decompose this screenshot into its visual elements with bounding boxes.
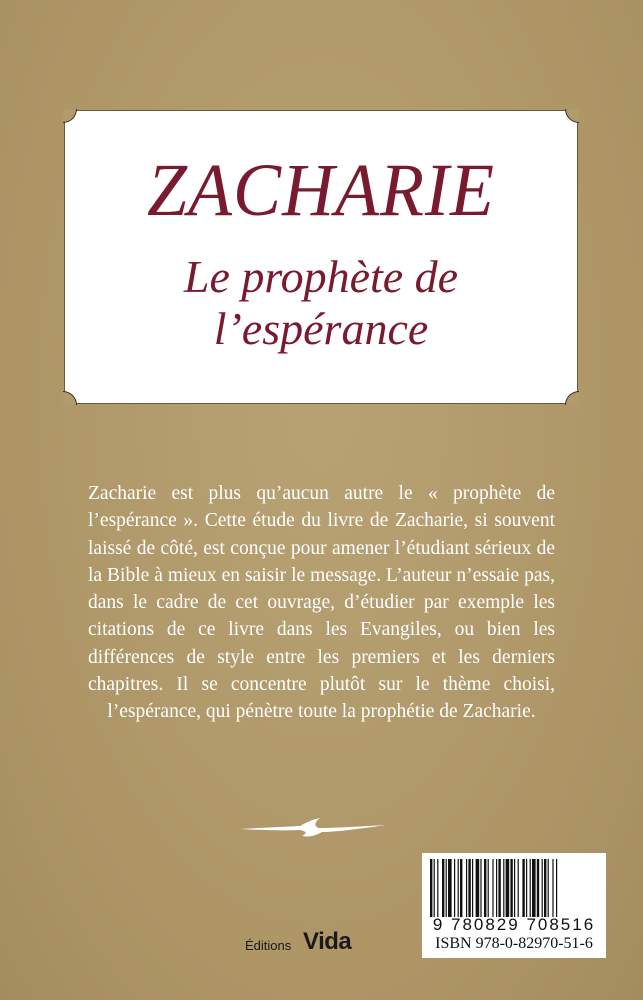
publisher-name: Vida: [303, 928, 352, 955]
isbn-text: ISBN 978-0-82970-51-6: [435, 935, 593, 952]
book-title: ZACHARIE: [147, 147, 495, 232]
subtitle-line: Le prophète de: [183, 251, 459, 302]
publisher-logo: [245, 926, 375, 956]
book-description: Zacharie est plus qu’aucun autre le « prophète de l’espérance ». Cette étude du livre de Zacharie, si souvent laissé de côté, est conçue pour amener l’étudiant sérieux de la Bible à mieux en saisir le message. L’auteur n’essaie pas, dans le cadre de cet ouvrage, d’étudier par exemple les citations de ce livre dans les Evangiles, ou bien les différences de style entre les premiers et les derniers chapitres. Il se concentre plutôt sur le thème choisi, l’espérance, qui pénètre toute la prophétie de Zacharie.: [88, 483, 555, 723]
ornament-flourish-icon: [238, 812, 388, 842]
publisher-prefix: Éditions: [245, 938, 292, 953]
corner-notch: [63, 391, 77, 405]
barcode-label: [422, 853, 606, 958]
subtitle-line: l’espérance: [213, 303, 429, 354]
barcode-icon: [430, 859, 598, 917]
corner-notch: [63, 109, 77, 123]
book-subtitle: [65, 251, 577, 355]
title-card: [64, 110, 578, 404]
corner-notch: [565, 109, 579, 123]
barcode-digits: 9 780829 708516: [432, 915, 596, 934]
corner-notch: [565, 391, 579, 405]
